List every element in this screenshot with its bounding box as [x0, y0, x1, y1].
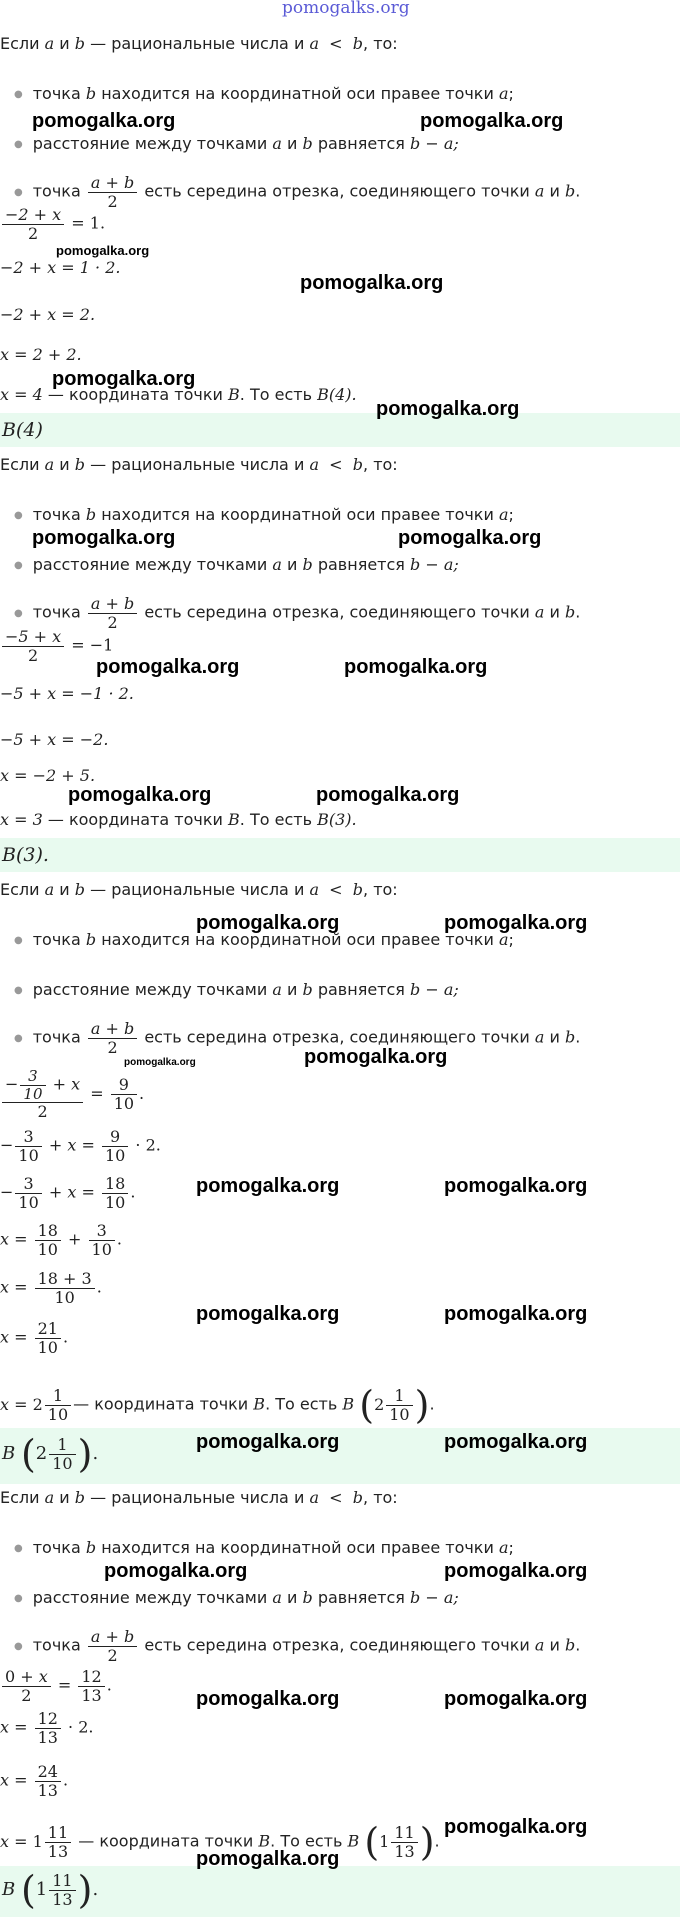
equation-3-line-4: x = $\frac{18}{10}$ + $\frac{3}{10}$ . [0, 1221, 122, 1259]
bullet-dot-icon: ● [14, 607, 23, 619]
bullet-item-midpoint-2: ● точка $\frac{a + b}{2}$ есть середина отрезка, соединяющего точки a и b. [14, 594, 581, 632]
bullet-dot-icon: ● [14, 139, 23, 150]
midpoint-fraction: $\frac{a + b}{2}$ [88, 1628, 137, 1664]
answer-box-2: B(3). [0, 838, 680, 872]
watermark-text: pomogalka.org [196, 1688, 340, 1710]
watermark-text: pomogalka.org [444, 1175, 588, 1197]
watermark-text: pomogalka.org [196, 1303, 340, 1325]
equation-4-line-3: x = $\frac{24}{13}$ . [0, 1762, 69, 1800]
midpoint-fraction: $\frac{a + b}{2}$ [88, 1020, 137, 1056]
watermark-text: pomogalka.org [444, 1816, 588, 1838]
watermark-text: pomogalka.org [420, 110, 564, 132]
equation-3-line-5: x = $\frac{18 + 3}{10}$ . [0, 1269, 102, 1307]
intro-sentence-2: Если a и b — рациональные числа и a < b, то: [0, 455, 398, 474]
equation-4-result: x = 1 $\frac{11}{13}$ — координата точки B. То есть B (1 $\frac{11}{13}$ ). [0, 1820, 440, 1864]
bullet-item-right-of-1: ● точка b находится на координатной оси правее точки a; [14, 84, 514, 103]
equation-4-line-2: x = $\frac{12}{13}$ · 2. [0, 1709, 94, 1747]
bullet-item-right-of-4: ● точка b находится на координатной оси правее точки a; [14, 1538, 514, 1557]
watermark-text: pomogalka.org [196, 1175, 340, 1197]
watermark-text: pomogalka.org [376, 398, 520, 420]
watermark-text: pomogalka.org [196, 912, 340, 934]
equation-2-line-3: −5 + x = −2. [0, 730, 109, 749]
bullet-dot-icon: ● [14, 510, 23, 521]
equation-1-line-2: −2 + x = 1 · 2. [0, 258, 121, 277]
bullet-dot-icon: ● [14, 935, 23, 946]
watermark-text: pomogalka.org [68, 784, 212, 806]
bullet-dot-icon: ● [14, 985, 23, 996]
bullet-dot-icon: ● [14, 186, 23, 198]
watermark-text: pomogalka.org [300, 272, 444, 294]
equation-2-line-4: x = −2 + 5. [0, 766, 96, 785]
watermark-text: pomogalka.org [444, 1688, 588, 1710]
answer-box-4: B (1 $\frac{11}{13}$ ). [0, 1866, 680, 1917]
watermark-text: pomogalka.org [52, 368, 196, 390]
answer-box-3: B (2 $\frac{1}{10}$ ). [0, 1428, 680, 1484]
bullet-item-distance-2: ● расстояние между точками a и b равняется b − a; [14, 555, 459, 574]
watermark-text: pomogalka.org [316, 784, 460, 806]
watermark-text: pomogalka.org [32, 527, 176, 549]
watermark-text: pomogalka.org [32, 110, 176, 132]
watermark-text: pomogalka.org [444, 1431, 588, 1453]
watermark-text: pomogalka.org [344, 656, 488, 678]
equation-2-line-2: −5 + x = −1 · 2. [0, 684, 134, 703]
watermark-text: pomogalka.org [96, 656, 240, 678]
bullet-item-right-of-2: ● точка b находится на координатной оси правее точки a; [14, 505, 514, 524]
watermark-text: pomogalka.org [196, 1848, 340, 1870]
watermark-text: pomogalka.org [444, 912, 588, 934]
midpoint-fraction: $\frac{a + b}{2}$ [88, 174, 137, 210]
watermark-small-text: pomogalka.org [124, 1057, 196, 1068]
bullet-dot-icon: ● [14, 1640, 23, 1652]
intro-sentence-1: Если a и b — рациональные числа и a < b, то: [0, 34, 398, 53]
watermark-text: pomogalka.org [398, 527, 542, 549]
watermark-text: pomogalka.org [444, 1560, 588, 1582]
bullet-dot-icon: ● [14, 1543, 23, 1554]
answer-box-1: B(4) [0, 413, 680, 447]
equation-1-line-3: −2 + x = 2. [0, 305, 96, 324]
equation-2-line-1: $\frac{-5 + x}{2}$ = −1 [0, 628, 113, 664]
watermark-small-text: pomogalka.org [56, 243, 150, 258]
bullet-item-distance-1: ● расстояние между точками a и b равняется b − a; [14, 134, 459, 153]
bullet-dot-icon: ● [14, 560, 23, 571]
equation-4-line-1: $\frac{0 + x}{2}$ = $\frac{12}{13}$ . [0, 1668, 112, 1704]
bullet-dot-icon: ● [14, 1032, 23, 1044]
bullet-item-midpoint-4: ● точка $\frac{a + b}{2}$ есть середина отрезка, соединяющего точки a и b. [14, 1627, 581, 1665]
equation-1-result: x = 4 — координата точки B. То есть B(4). [0, 385, 357, 404]
equation-1-line-1: $\frac{-2 + x}{2}$ = 1. [0, 206, 105, 242]
intro-sentence-4: Если a и b — рациональные числа и a < b, то: [0, 1488, 398, 1507]
watermark-text: pomogalka.org [444, 1303, 588, 1325]
bullet-item-midpoint-3: ● точка $\frac{a + b}{2}$ есть середина отрезка, соединяющего точки a и b. [14, 1019, 581, 1057]
equation-3-line-3: − $\frac{3}{10}$ + x = $\frac{18}{10}$ . [0, 1174, 136, 1212]
site-header-watermark: pomogalks.org [282, 0, 410, 18]
midpoint-fraction: $\frac{a + b}{2}$ [88, 595, 137, 631]
equation-3-line-1: − $\frac{3}{10}$ + x 2 = $\frac{9}{10}$ . [0, 1068, 144, 1121]
bullet-item-midpoint-1: ● точка $\frac{a + b}{2}$ есть середина отрезка, соединяющего точки a и b. [14, 173, 581, 211]
bullet-item-right-of-3: ● точка b находится на координатной оси правее точки a; [14, 930, 514, 949]
bullet-dot-icon: ● [14, 89, 23, 100]
equation-1-line-4: x = 2 + 2. [0, 345, 82, 364]
watermark-text: pomogalka.org [104, 1560, 248, 1582]
equation-2-result: x = 3 — координата точки B. То есть B(3). [0, 810, 357, 829]
watermark-text: pomogalka.org [196, 1431, 340, 1453]
equation-3-result: x = 2 $\frac{1}{10}$ — координата точки B. То есть B (2 $\frac{1}{10}$ ). [0, 1383, 435, 1427]
intro-sentence-3: Если a и b — рациональные числа и a < b, то: [0, 880, 398, 899]
equation-3-line-2: − $\frac{3}{10}$ + x = $\frac{9}{10}$ · 2. [0, 1127, 161, 1165]
watermark-text: pomogalka.org [304, 1046, 448, 1068]
bullet-item-distance-3: ● расстояние между точками a и b равняется b − a; [14, 980, 459, 999]
bullet-item-distance-4: ● расстояние между точками a и b равняется b − a; [14, 1588, 459, 1607]
equation-3-line-6: x = $\frac{21}{10}$ . [0, 1319, 69, 1357]
bullet-dot-icon: ● [14, 1593, 23, 1604]
